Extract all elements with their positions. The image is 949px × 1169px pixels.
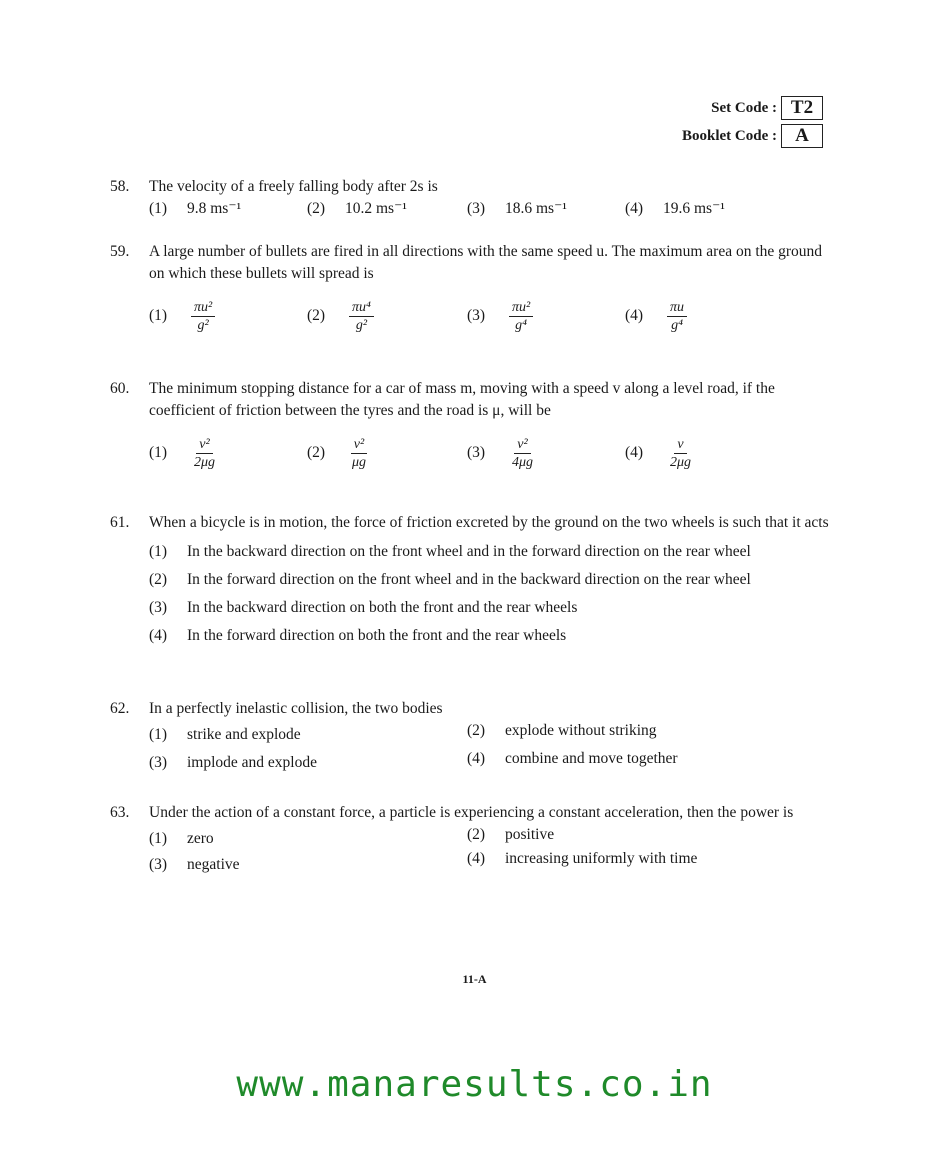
option-4: (4) combine and move together xyxy=(467,750,678,767)
options xyxy=(149,828,830,884)
option-2: (2) $\frac{\text{v²}}{\mu g}$ xyxy=(307,437,367,470)
question-58 xyxy=(110,176,830,222)
question-62 xyxy=(110,698,830,780)
question-number: 58. xyxy=(110,178,130,195)
option-1: (1) strike and explode xyxy=(149,726,301,743)
option-2: (2) positive xyxy=(467,826,555,843)
option-2: (2) 10.2 ms⁻¹ xyxy=(307,200,407,217)
option-4: (4) increasing uniformly with time xyxy=(467,850,698,867)
option-4: (4) 19.6 ms⁻¹ xyxy=(625,200,725,217)
set-code-label: Set Code : xyxy=(711,99,777,116)
booklet-code-row xyxy=(682,122,823,150)
set-code-row xyxy=(682,94,823,122)
option-4: (4) $\frac{\pi u}{\text{g⁴}}$ xyxy=(625,299,687,334)
option-2: (2) explode without striking xyxy=(467,722,657,739)
question-text: In a perfectly inelastic collision, the two bodies xyxy=(149,700,443,717)
options xyxy=(149,538,830,650)
question-number: 61. xyxy=(110,514,130,531)
website-link[interactable]: www.manaresults.co.in xyxy=(236,1064,713,1105)
options xyxy=(149,299,830,359)
options xyxy=(149,724,830,780)
booklet-code-label: Booklet Code : xyxy=(682,127,777,144)
question-59 xyxy=(110,241,830,345)
option-3: (3) negative xyxy=(149,856,240,873)
question-number: 59. xyxy=(110,243,130,260)
option-1: (1) 9.8 ms⁻¹ xyxy=(149,200,242,217)
question-text: The minimum stopping distance for a car of mass m, moving with a speed v along a level road, if the coefficient of friction between the tyres and the road is μ, will be xyxy=(149,380,775,419)
booklet-code-value: A xyxy=(781,124,823,148)
option-1: (1) $\frac{\text{v²}}{2\mu g}$ xyxy=(149,437,216,470)
question-text: Under the action of a constant force, a particle is experiencing a constant acceleration, then the power is xyxy=(149,804,794,821)
question-60 xyxy=(110,378,830,482)
option-3: (3) implode and explode xyxy=(149,754,317,771)
question-number: 63. xyxy=(110,804,130,821)
option-1: (1) $\frac{\text{πu²}}{\text{g²}}$ xyxy=(149,299,215,334)
option-2: (2) In the forward direction on the front wheel and in the backward direction on the rear wheel xyxy=(149,571,751,588)
option-3: (3) $\frac{\text{v²}}{4\mu g}$ xyxy=(467,437,534,470)
question-text: The velocity of a freely falling body after 2s is xyxy=(149,178,438,195)
option-1: (1) In the backward direction on the front wheel and in the forward direction on the rear wheel xyxy=(149,543,751,560)
page-code: 11-A xyxy=(462,972,487,986)
option-3: (3) 18.6 ms⁻¹ xyxy=(467,200,567,217)
question-number: 62. xyxy=(110,700,130,717)
question-61 xyxy=(110,512,830,650)
option-3: (3) In the backward direction on both the front and the rear wheels xyxy=(149,599,578,616)
option-3: (3) $\frac{\text{πu²}}{\text{g⁴}}$ xyxy=(467,299,533,334)
question-text: When a bicycle is in motion, the force of friction excreted by the ground on the two wheels is such that it acts xyxy=(149,514,829,531)
options xyxy=(149,436,830,496)
option-4: (4) $\frac{v}{2\mu g}$ xyxy=(625,437,692,470)
question-text: A large number of bullets are fired in all directions with the same speed u. The maximum area on the ground on which these bullets will spread is xyxy=(149,243,823,282)
option-2: (2) $\frac{\text{πu⁴}}{\text{g²}}$ xyxy=(307,299,374,334)
question-63 xyxy=(110,802,830,884)
option-1: (1) zero xyxy=(149,830,214,847)
options xyxy=(149,198,830,222)
exam-codes xyxy=(682,94,823,150)
question-number: 60. xyxy=(110,380,130,397)
set-code-value: T2 xyxy=(781,96,823,120)
option-4: (4) In the forward direction on both the front and the rear wheels xyxy=(149,627,567,644)
